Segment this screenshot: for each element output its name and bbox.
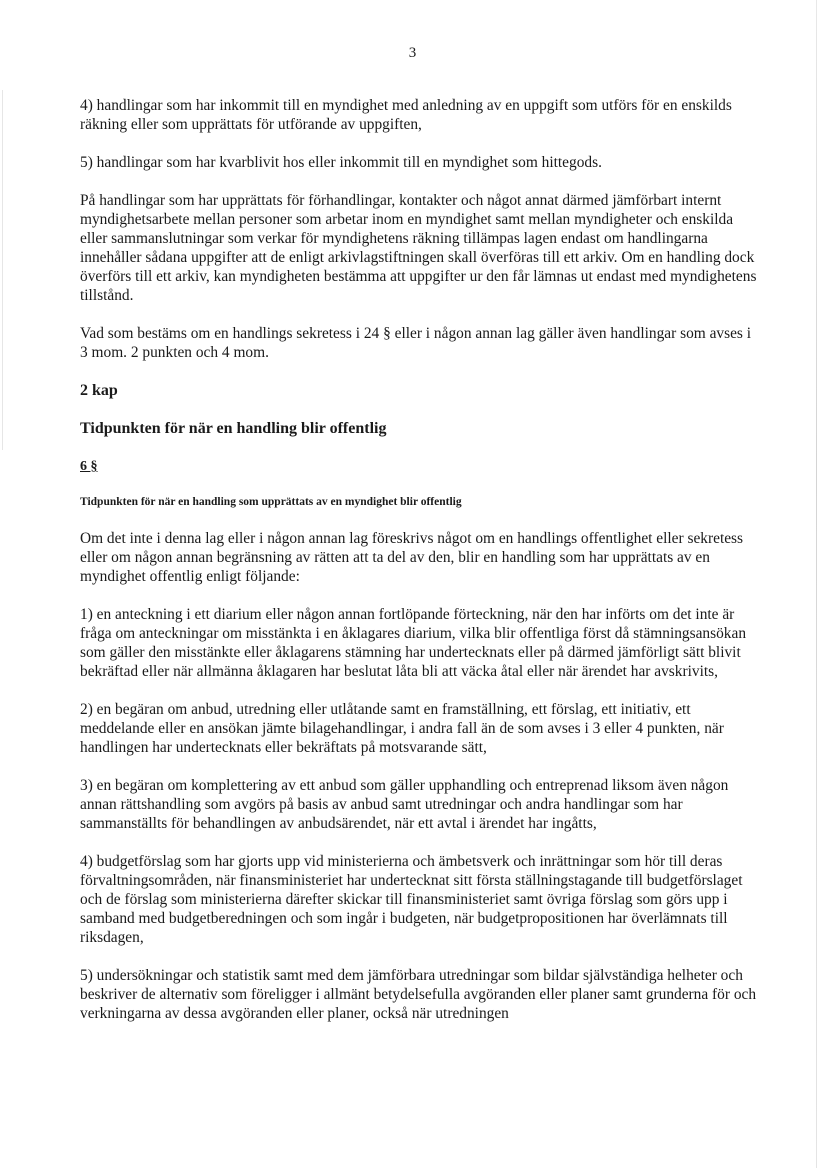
list-item-5: 5) undersökningar och statistik samt med dem jämförbara utredningar som bildar självständiga helheter och beskriver de alternativ som föreligger i allmänt betydelsefulla avgöranden eller planer samt grunderna för och verkningarna av dessa avgöranden eller planer, också när utredningen (80, 967, 757, 1022)
page-number: 3 (408, 45, 417, 61)
chapter-title: 2 kap (80, 382, 118, 399)
paragraph-secrecy-reference: Vad som bestäms om en handlings sekretess i 24 § eller i någon annan lag gäller även handlingar som avses i 3 mom. 2 punkten och 4 mom. (80, 325, 752, 361)
paragraph-item-5: 5) handlingar som har kvarblivit hos eller inkommit till en myndighet som hittegods. (80, 154, 602, 171)
list-item-4: 4) budgetförslag som har gjorts upp vid ministerierna och ämbetsverk och inrättningar som hör till deras förvaltningsområden, när finansministeriet har undertecknat sitt första ställningstagande till budgetförslaget och de förslag som ministerierna därefter skickar till finansministeriet samt övriga förslag som görs upp i samband med budgetberedningen och som ingår i budgeten, när budgetpropositionen har överlämnats till riksdagen, (80, 853, 743, 946)
document-body (80, 96, 760, 1023)
list-item-3: 3) en begäran om komplettering av ett anbud som gäller upphandling och entreprenad liksom även någon annan rättshandling som avgörs på basis av anbud samt utredningar och andra handlingar som har sammanställts för behandlingen av anbudsärendet, när ett avtal i ärendet har ingåtts, (80, 777, 729, 832)
paragraph-item-4: 4) handlingar som har inkommit till en myndighet med anledning av en uppgift som utförs för en enskilds räkning eller som upprättats för utförande av uppgiften, (80, 97, 732, 133)
paragraph-internal-documents: På handlingar som har upprättats för förhandlingar, kontakter och något annat därmed jämförbart internt myndighetsarbete mellan personer som arbetar inom en myndighet samt mellan myndigheter och enskilda eller sammanslutningar som verkar för myndighetens räkning tillämpas lagen endast om handlingarna innehåller sådana uppgifter att de enligt arkivlagstiftningen skall överföras till ett arkiv. Om en handling dock överförs till ett arkiv, kan myndigheten bestämma att uppgifter ur den får lämnas ut endast med myndighetens tillstånd. (80, 192, 757, 304)
list-item-1: 1) en anteckning i ett diarium eller någon annan fortlöpande förteckning, när den har införts om det inte är fråga om anteckningar om misstänkta i en åklagares diarium, vilka blir offentliga först då stämningsansökan som gäller den misstänkte eller åklagarens stämning har undertecknats eller på därmed jämförligt sätt blivit bekräftad eller när allmänna åklagaren har beslutat låta bli att väcka åtal eller när ärendet har avskrivits, (80, 606, 747, 680)
chapter-heading: Tidpunkten för när en handling blir offentlig (80, 420, 387, 437)
scan-edge-left (2, 90, 3, 450)
list-item-2: 2) en begäran om anbud, utredning eller utlåtande samt en framställning, ett förslag, ett initiativ, ett meddelande eller en ansökan jämte bilagehandlingar, i andra fall än de som avses i 3 eller 4 punkten, när handlingen har undertecknats eller bekräftats på motsvarande sätt, (80, 701, 724, 756)
section-subheading: Tidpunkten för när en handling som upprättats av en myndighet blir offentlig (80, 496, 462, 508)
scan-edge-right (816, 0, 817, 1168)
paragraph-intro: Om det inte i denna lag eller i någon annan lag föreskrivs något om en handlings offentlighet eller sekretess eller om någon annan begränsning av rätten att ta del av den, blir en handling som har upprättats av en myndighet offentlig enligt följande: (80, 530, 744, 585)
section-label: 6 § (80, 459, 98, 474)
